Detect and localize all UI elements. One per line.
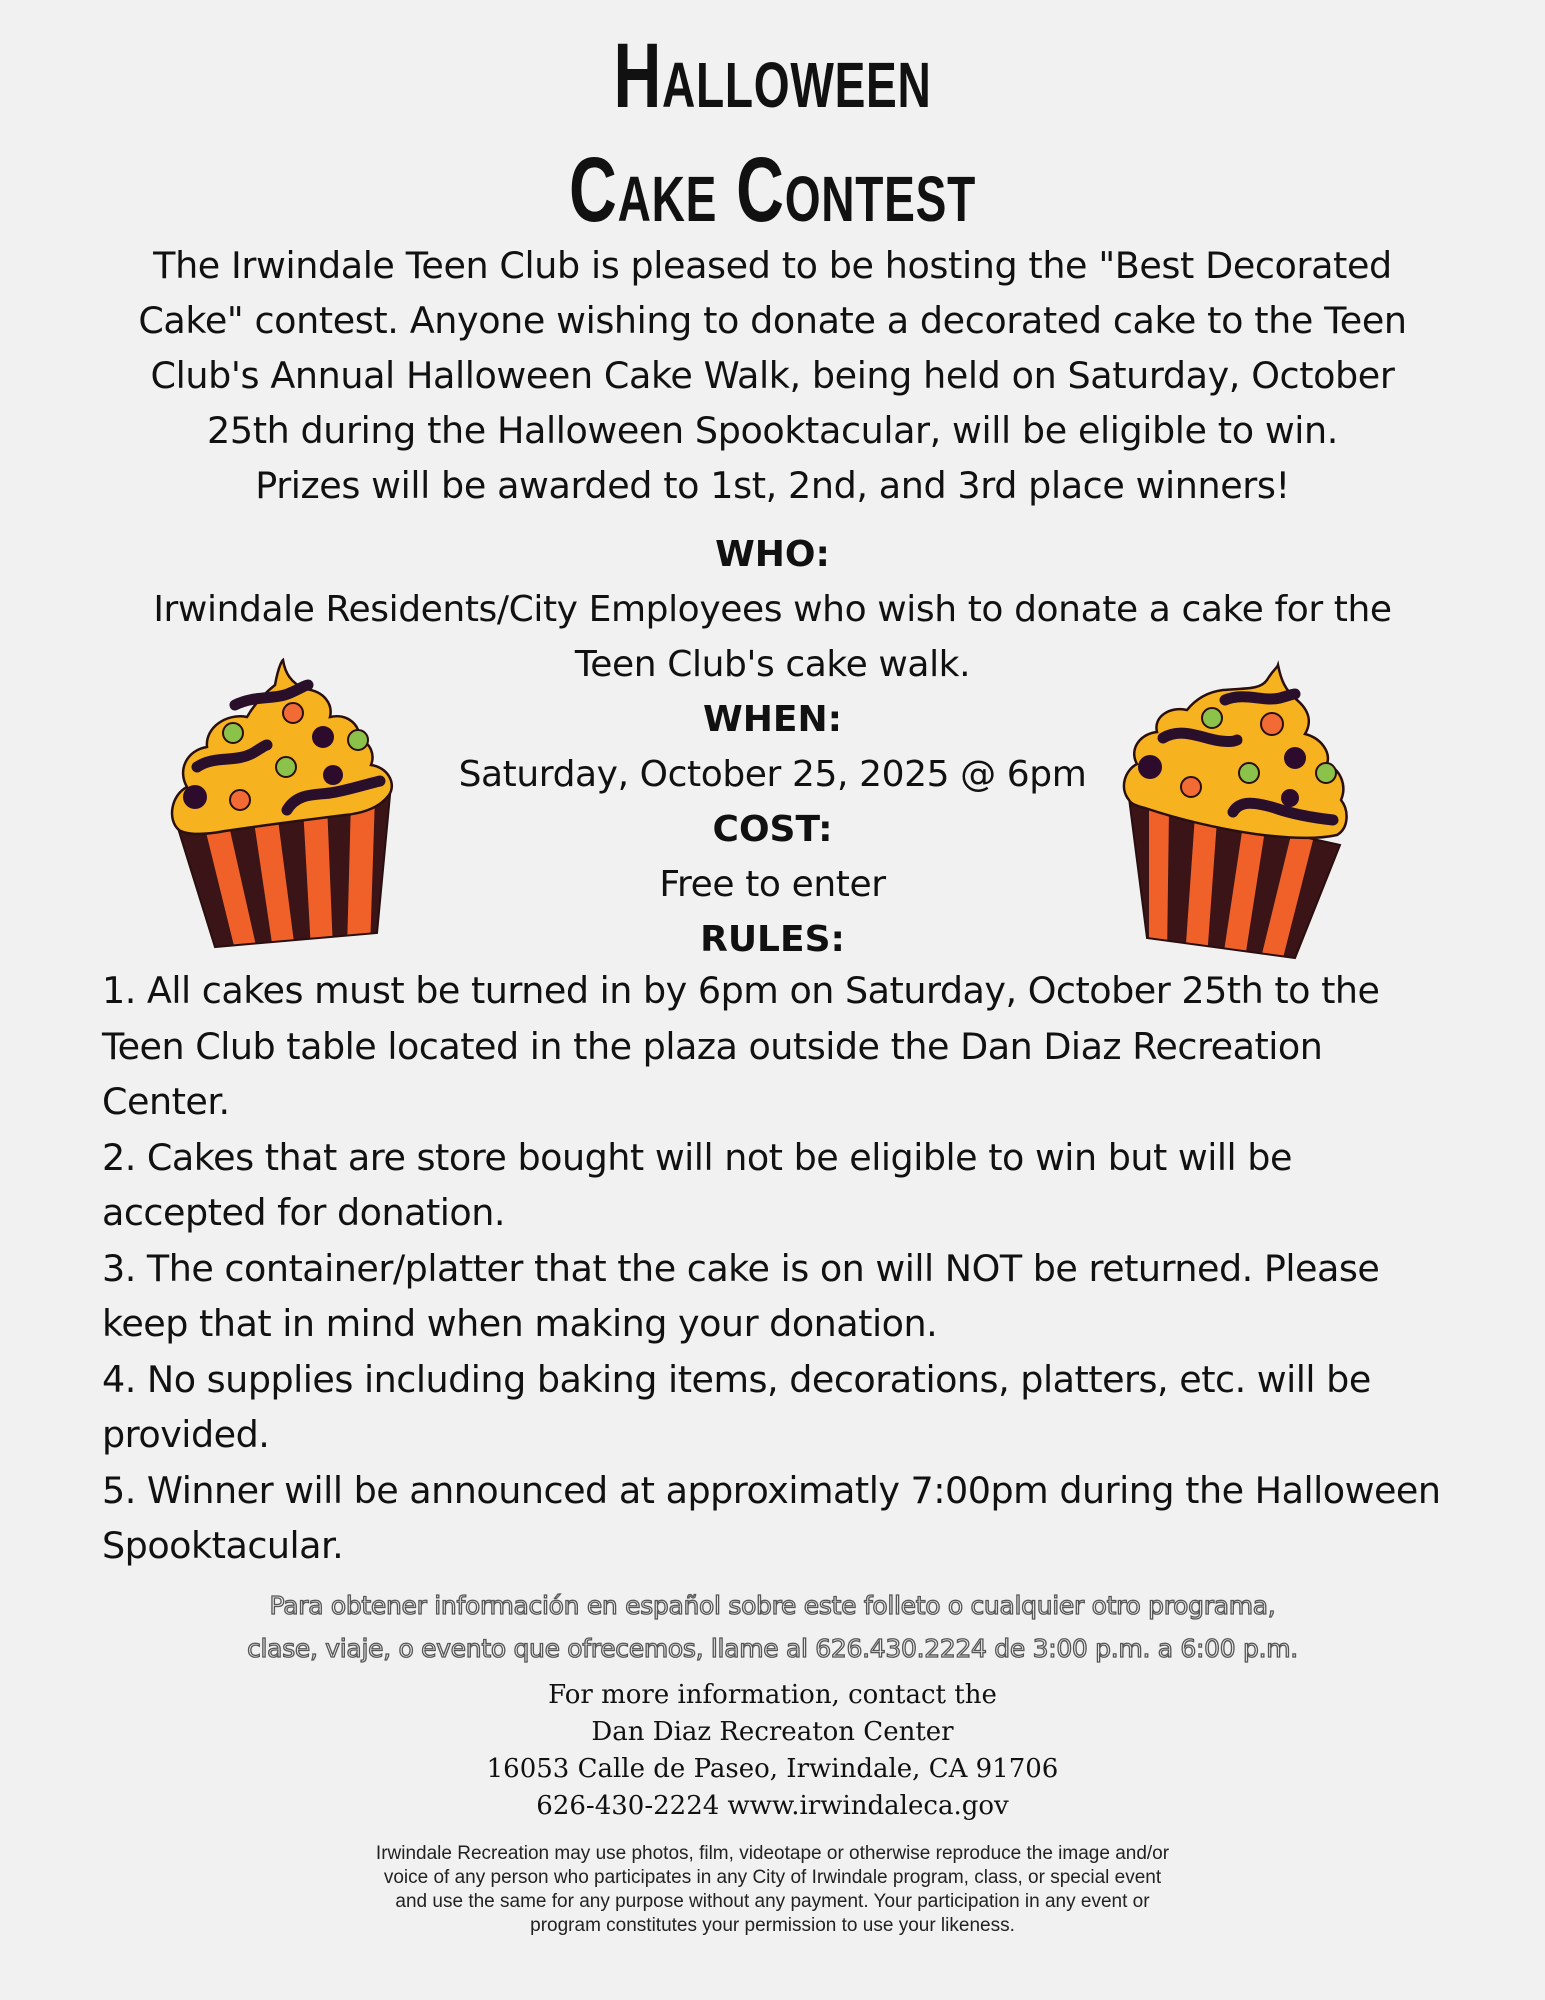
title-line-1: Halloween [613,25,932,127]
cost-heading: COST: [712,809,833,850]
page-title [216,25,1328,241]
rule-line: Spooktacular. [102,1524,344,1567]
rule-line: 2. Cakes that are store bought will not be eligible to win but will be [102,1135,1292,1179]
left-cupcake-icon [165,655,395,950]
when-heading: WHEN: [703,699,842,740]
rules-heading: RULES: [700,919,845,960]
contact-line: For more information, contact the [548,1680,997,1710]
rule-line: 3. The container/platter that the cake is on will NOT be returned. Please [102,1246,1380,1290]
photo-release-disclaimer [330,1842,1215,1938]
cost-value: Free to enter [659,864,886,905]
when-value: Saturday, October 25, 2025 @ 6pm [458,754,1087,795]
rule-line: 5. Winner will be announced at approximatly 7:00pm during the Halloween [102,1468,1441,1512]
who-heading: WHO: [715,534,830,575]
contact-line: 16053 Calle de Paseo, Irwindale, CA 91706 [486,1754,1059,1784]
intro-line: Prizes will be awarded to 1st, 2nd, and 3rd place winners! [255,464,1290,507]
spanish-notice [150,1584,1395,1670]
rule-line: Center. [102,1080,230,1123]
who-line: Irwindale Residents/City Employees who wish to donate a cake for the [153,589,1392,630]
disclaimer-line: and use the same for any purpose without any payment. Your participation in any event or [395,1891,1150,1912]
disclaimer-line: Irwindale Recreation may use photos, film, videotape or otherwise reproduce the image and/or [375,1843,1170,1864]
who-line: Teen Club's cake walk. [574,644,971,685]
intro-line: Club's Annual Halloween Cake Walk, being held on Saturday, October [150,354,1395,397]
rule-line: Teen Club table located in the plaza outside the Dan Diaz Recreation [102,1024,1323,1068]
rule-line: 4. No supplies including baking items, decorations, platters, etc. will be [102,1357,1371,1401]
disclaimer-line: voice of any person who participates in any City of Irwindale program, class, or special event [383,1867,1162,1888]
intro-line: Cake" contest. Anyone wishing to donate a decorated cake to the Teen [138,299,1407,342]
contact-info [300,1677,1245,1825]
rules-list [102,963,1442,1574]
rule-line: 1. All cakes must be turned in by 6pm on Saturday, October 25th to the [102,969,1380,1012]
rule-line: accepted for donation. [102,1191,505,1234]
intro-line: The Irwindale Teen Club is pleased to be hosting the "Best Decorated [153,244,1392,287]
intro-line: 25th during the Halloween Spooktacular, will be eligible to win. [207,409,1338,452]
disclaimer-line: program constitutes your permission to use your likeness. [530,1915,1015,1936]
intro-paragraph [130,238,1415,513]
right-cupcake-icon [1115,660,1350,960]
rule-line: provided. [102,1413,270,1456]
contact-line: 626-430-2224 www.irwindaleca.gov [536,1791,1009,1821]
rule-line: keep that in mind when making your donation. [102,1302,938,1345]
contact-line: Dan Diaz Recreaton Center [591,1717,954,1747]
spanish-line: Para obtener información en español sobre este folleto o cualquier otro programa, [269,1591,1276,1620]
title-line-2: Cake Contest [569,139,976,241]
spanish-line: clase, viaje, o evento que ofrecemos, llame al 626.430.2224 de 3:00 p.m. a 6:00 p.m. [247,1634,1298,1663]
